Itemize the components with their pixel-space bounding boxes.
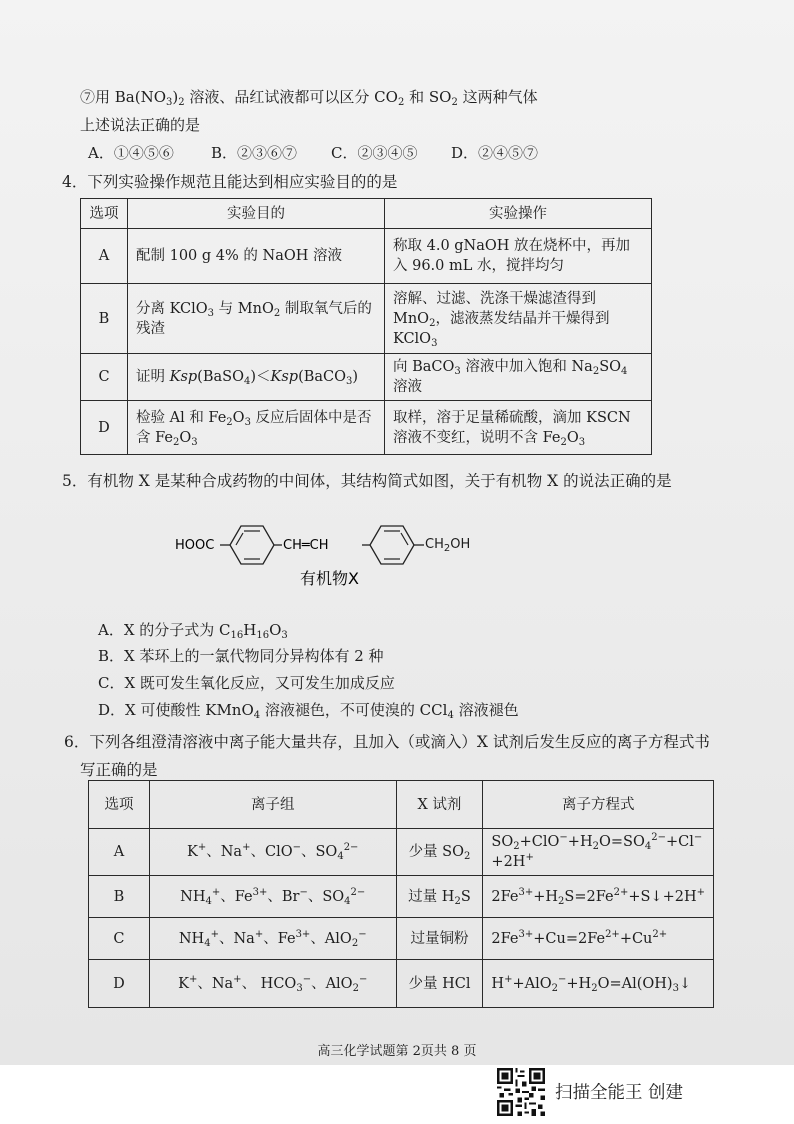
q4-row-d-option: D — [81, 401, 128, 455]
q3-prompt: 上述说法正确的是 — [80, 116, 201, 134]
scanner-watermark — [497, 1068, 757, 1118]
q4-header-operation: 实验操作 — [385, 199, 652, 229]
q6-row-c-reagent: 过量铜粉 — [396, 918, 483, 960]
q3-option-a: A．①④⑤⑥ — [88, 144, 174, 162]
q6-row-a-reagent: 少量 $SO_2$ — [396, 829, 483, 876]
q4-row-a-option: A — [81, 229, 128, 284]
q3-option-b: B．②③⑥⑦ — [211, 144, 298, 162]
q6-header-row — [89, 781, 714, 829]
benzene-ring-1 — [230, 526, 274, 564]
q4-row-b-goal: 分离 KClO$_3$ 与 MnO$_2$ 制取氧气后的残渣 — [128, 284, 385, 354]
q4-row-b-option: B — [81, 284, 128, 354]
q6-row-d-equation: $H^++AlO_2^-+H_2O=Al(OH)_3↓$ — [483, 960, 714, 1008]
table-row — [81, 401, 652, 455]
q6-row-d-option: D — [89, 960, 150, 1008]
q6-row-a-ions: K+、Na+、ClO−、$SO_4^{2-}$ — [149, 829, 396, 876]
q4-header-option: 选项 — [81, 199, 128, 229]
q5-option-c: C．X 既可发生氧化反应，又可发生加成反应 — [98, 674, 395, 692]
q4-row-a-goal: 配制 100 g 4% 的 NaOH 溶液 — [128, 229, 385, 284]
q5-option-b: B．X 苯环上的一氯代物同分异构体有 2 种 — [98, 647, 384, 665]
q6-row-a-equation: $SO_2+ClO^-+H_2O=SO_4^{2-}+Cl^-+2H^+$ — [483, 829, 714, 876]
q6-row-b-equation: $2Fe^{3+}+H_2S=2Fe^{2+}+S↓+2H^+$ — [483, 876, 714, 918]
q6-header-option: 选项 — [89, 781, 150, 829]
structural-formula — [170, 512, 510, 598]
qr-code-icon — [497, 1068, 545, 1116]
table-row — [81, 354, 652, 401]
q6-title-line2: 写正确的是 — [80, 761, 158, 779]
table-row — [89, 829, 714, 876]
table-row — [89, 960, 714, 1008]
q4-row-a-operation: 称取 4.0 gNaOH 放在烧杯中，再加入 96.0 mL 水，搅拌均匀 — [385, 229, 652, 284]
q6-header-reagent: X 试剂 — [396, 781, 483, 829]
q6-row-c-equation: $2Fe^{3+}+Cu=2Fe^{2+}+Cu^{2+}$ — [483, 918, 714, 960]
q6-row-d-reagent: 少量 HCl — [396, 960, 483, 1008]
q6-header-equation: 离子方程式 — [483, 781, 714, 829]
q4-header-goal: 实验目的 — [128, 199, 385, 229]
q6-row-c-ions: $NH_4^+$、Na+、$Fe^{3+}$、AlO$_2$− — [149, 918, 396, 960]
structure-label: 有机物X — [300, 569, 359, 588]
q4-header-row — [81, 199, 652, 229]
q5-title: 5．有机物 X 是某种合成药物的中间体，其结构简式如图，关于有机物 X 的说法正确的是 — [62, 472, 672, 490]
q6-header-ions: 离子组 — [149, 781, 396, 829]
q3-statement-7: ⑦用 $Ba(NO_3)_2$ 溶液、品红试液都可以区分 $CO_2$ 和 $SO_2$ 这两种气体 — [80, 88, 538, 108]
q3-options — [88, 143, 538, 163]
q4-row-c-operation: 向 BaCO$_3$ 溶液中加入饱和 $Na_2SO_4$ 溶液 — [385, 354, 652, 401]
table-row — [81, 229, 652, 284]
structure-left-group: HOOC — [175, 538, 215, 553]
q4-row-c-goal: 证明 Ksp(BaSO$_4$)＜Ksp(BaCO$_3$) — [128, 354, 385, 401]
q6-row-a-option: A — [89, 829, 150, 876]
q6-row-b-reagent: 过量 $H_2S$ — [396, 876, 483, 918]
benzene-ring-2 — [370, 526, 414, 564]
q6-row-d-ions: K+、Na+、 $HCO_3^-$、AlO$_2$− — [149, 960, 396, 1008]
table-row — [89, 918, 714, 960]
q4-title: 4．下列实验操作规范且能达到相应实验目的的是 — [62, 173, 398, 191]
q3-option-c: C．②③④⑤ — [331, 144, 418, 162]
structure-bridge: CH═CH — [283, 538, 329, 553]
q6-row-b-ions: $NH_4^+$、$Fe^{3+}$、Br−、$SO_4^{2-}$ — [149, 876, 396, 918]
q5-option-d: D．X 可使酸性 KMnO$_4$ 溶液褪色，不可使溴的 CCl$_4$ 溶液褪色 — [98, 701, 519, 721]
structure-right-group: $CH_2OH$ — [425, 537, 471, 554]
q4-table — [80, 198, 652, 455]
q4-row-c-option: C — [81, 354, 128, 401]
q6-row-c-option: C — [89, 918, 150, 960]
q4-row-d-goal: 检验 Al 和 $Fe_2O_3$ 反应后固体中是否含 $Fe_2O_3$ — [128, 401, 385, 455]
q6-title-line1: 6．下列各组澄清溶液中离子能大量共存，且加入（或滴入）X 试剂后发生反应的离子方程式书 — [64, 733, 710, 751]
q4-row-d-operation: 取样，溶于足量稀硫酸，滴加 KSCN 溶液不变红，说明不含 $Fe_2O_3$ — [385, 401, 652, 455]
q6-table — [88, 780, 714, 1008]
q4-row-b-operation: 溶解、过滤、洗涤干燥滤渣得到 MnO$_2$，滤液蒸发结晶并干燥得到 KClO$_3$ — [385, 284, 652, 354]
scanner-credit: 扫描全能王 创建 — [555, 1083, 684, 1103]
page-footer: 高三化学试题第 2页共 8 页 — [317, 1044, 477, 1059]
table-row — [89, 876, 714, 918]
q3-option-d: D．②④⑤⑦ — [451, 144, 539, 162]
q6-row-b-option: B — [89, 876, 150, 918]
q5-option-a: A．X 的分子式为 $C_{16}H_{16}O_3$ — [98, 621, 288, 641]
table-row — [81, 284, 652, 354]
